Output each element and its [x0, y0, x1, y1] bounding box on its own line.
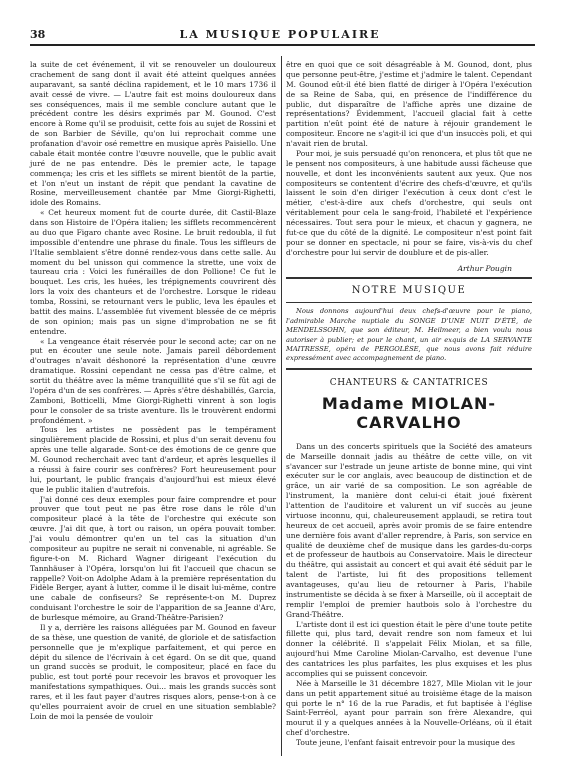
- article-paragraph: « Cet heureux moment fut de courte durée, dit Castil-Blaze dans son Histoire de l'Opéra italien; les sifflets recommencèrent au duo que Figaro chante avec Rosine. Le bruit redoubla, il fut impossible d'entendre une phrase du finale. Tous les siffleurs de l'Italie semblaient s'être donné rendez-vous dans cette salle. Au moment du bel unisson qui commence la strette, une voix de taureau cria : Voici les funérailles de don Pollione! Ce fut le bouquet. Les cris, les huées, les trépignements couvrirent dès lors la voix des chanteurs et de l'orchestre. Lorsque le rideau tomba, Rossini, se retournant vers le public, leva les épaules et battit des mains. L'assemblée fut vivement blessée de ce mépris de son opinion; mais pas un signe d'improbation ne se fit entendre.: [30, 208, 276, 336]
- section-rule-mid: [286, 302, 532, 303]
- column-divider: [281, 56, 282, 756]
- section-subtitle: CHANTEURS & CANTATRICES: [329, 377, 489, 388]
- bio-paragraph: Toute jeune, l'enfant faisait entrevoir pour la musique des: [296, 738, 515, 748]
- bio-paragraph: L'artiste dont il est ici question était le père d'une toute petite fillette qui, plus tard, devait rendre son nom fameux et lui donner la célébrité. Il s'appelait Félix Miolan, et sa fille, aujourd'hui Mme Caroline Miolan-Carvalho, est devenue l'une des cantatrices les plus parfaites, les plus exquises et les plus accomplies qui se puissent concevoir.: [286, 619, 532, 678]
- article-paragraph: la suite de cet événement, il vit se renouveler un douloureux crachement de sang dont il avait été atteint quelques années auparavant, sa santé déclina rapidement, et le 10 mars 1736 il avait cessé de vivre. — L'autre fait est moins douloureux dans ses conséquences, mais il me semble conclure autant que le précédent contre les désirs exprimés par M. Gounod. C'est encore à Rome qu'il se produisit, cette fois au sujet de Rossini et de son Barbier de Séville, qu'on lui reprochait comme une profanation d'avoir osé remettre en musique après Paisiello. Une cabale était montée contre l'œuvre nouvelle, que le public avait juré de ne pas entendre. Dès le premier acte, le tapage commença; les cris et les sifflets se mirent bientôt de la partie, et l'on n'eut un instant de répit que pendant la cavatine de Rosine, merveilleusement chantée par Mme Giorgi-Righetti, idole des Romains.: [30, 60, 276, 208]
- article-paragraph: Il y a, derrière les raisons alléguées par M. Gounod en faveur de sa thèse, une question de vanité, de gloriole et de satisfaction personnelle que je m'explique parfaitement, et qui perce en dépit du silence de l'écrivain à cet égard. On se dit que, quand un grand succès se produit, le compositeur, placé en face du public, est tout porté pour recevoir les bravos et provoquer les manifestations sympathiques. Oui... mais les grands succès sont rares, et il les faut payer d'autres risques alors, pense-t-on à ce qu'elles pourraient avoir de cruel en une situation semblable? Loin de moi la pensée de vouloir: [30, 622, 276, 721]
- article-headline: Madame MIOLAN-CARVALHO: [321, 393, 497, 432]
- bio-paragraph: Née à Marseille le 31 décembre 1827, Mlle Miolan vit le jour dans un petit appartement situé au troisième étage de la maison qui porte le n° 16 de la rue Paradis, et fut baptisée à l'église Saint-Ferréol, ayant pour parrain son frère Alexandre, qui mourut il y a quelques années à la Nouvelle-Orléans, où il était chef d'orchestre.: [286, 678, 532, 738]
- page-header: [30, 28, 530, 44]
- author-signature: Arthur Pougin: [457, 263, 512, 273]
- article-paragraph: être en quoi que ce soit désagréable à M. Gounod, dont, plus que personne peut-être, j'estime et j'admire le talent. Cependant M. Gounod eût-il été bien flatté de diriger à l'Opéra l'exécution de sa Reine de Saba, qui, en présence de l'indifférence du public, dut disparaître de l'affiche après une dizaine de représentations? Évidemment, l'accueil glacial fait à cette partition n'eût point été de nature à réjouir grandement le compositeur. Encore ne s'agit-il ici que d'un insuccès poli, et qui n'avait rien de brutal.: [286, 60, 532, 148]
- article-paragraph: « La vengeance était réservée pour le second acte; car on ne put en écouter une seule note. Jamais pareil débordement d'outrages n'avait déshonoré la représentation d'une œuvre dramatique. Rossini cependant ne cessa pas d'être calme, et sortit du théâtre avec la même tranquillité que s'il se fût agi de l'opéra d'un de ses confrères. — Après s'être déshabillés, Garcia, Zamboni, Botticelli, Mme Giorgi-Righetti vinrent à son logis pour le consoler de sa triste aventure. Ils le trouvèrent endormi profondément. »: [30, 336, 276, 425]
- left-column: [30, 60, 276, 722]
- music-note: Nous donnons aujourd'hui deux chefs-d'œuvre pour le piano, l'admirable Marche nuptiale du SONGE D'UNE NUIT D'ÉTÉ, de MENDELSSOHN, que son éditeur, M. Heilmeer, a bien voulu nous autoriser à publier; et pour le chant, un air exquis de LA SERVANTE MAITRESSE, opéra de PERGOLÈSE, que nous avons fait réduire expressément avec accompagnement de piano.: [286, 307, 532, 363]
- page-number: 38: [30, 28, 46, 41]
- right-column: [286, 60, 532, 748]
- section-rule-top: [286, 277, 532, 279]
- header-rule: [30, 44, 535, 46]
- article-paragraph: Tous les artistes ne possèdent pas le tempérament singulièrement placide de Rossini, et plus d'un serait devenu fou après une telle algarade. Sont-ce des émotions de ce genre que M. Gounod recherchait avec tant d'ardeur, et après lesquelles il a réussi à faire courir ses confrères? Fort heureusement pour lui, pourtant, le public français d'aujourd'hui est mieux élevé que le public italien d'autrefois.: [30, 425, 276, 494]
- section-rule-bottom: [286, 368, 532, 370]
- article-paragraph: Pour moi, je suis persuadé qu'on renoncera, et plus tôt que ne le pensent nos compositeurs, à une habitude aussi fâcheuse que nouvelle, et dont les inconvénients sautent aux yeux. Que nos compositeurs se contentent d'écrire des chefs-d'œuvre, et qu'ils laissent le soin d'en diriger l'exécution à ceux dont c'est le métier, c'est-à-dire aux chefs d'orchestre, qui seuls ont véritablement pour cela le sang-froid, l'habileté et l'expérience nécessaires. Tout sera pour le mieux, et chacun y gagnera, ne fut-ce que du côté de la dignité. Le compositeur n'est point fait pour se donner en spectacle, ni pour se faire, vis-à-vis du chef d'orchestre pour lui servir de doublure et de pis-aller.: [286, 148, 532, 257]
- section-title: NOTRE MUSIQUE: [351, 285, 467, 297]
- bio-paragraph: Dans un des concerts spirituels que la Société des amateurs de Marseille donnait jadis au théâtre de cette ville, on vit s'avancer sur l'estrade un jeune artiste de bonne mine, qui vint exécuter sur le cor anglais, avec beaucoup de distinction et de grâce, un air varié de sa composition. Le son agréable de l'instrument, la manière dont celui-ci était joué fixèrent l'attention de l'auditoire et valurent un vif succès au jeune virtuose inconnu, qui, chaleureusement applaudi, se retira tout heureux de cet accueil, après avoir promis de se faire entendre une dernière fois avant d'aller reprendre, à Paris, son service en qualité de deuxième chef de musique dans les gardes-du-corps et de professeur de hautbois au Conservatoire. Mais le directeur du théâtre, qui assistait au concert et qui avait été séduit par le talent de l'artiste, lui fit des propositions tellement avantageuses, qu'au lieu de retourner à Paris, l'habile instrumentiste se décida à se fixer à Marseille, où il acceptait de remplir l'emploi de premier hautbois solo à l'orchestre du Grand-Théâtre.: [286, 441, 532, 619]
- running-head-title: LA MUSIQUE POPULAIRE: [179, 28, 381, 41]
- article-paragraph: J'ai donné ces deux exemples pour faire comprendre et pour prouver que tout peut ne pas être rose dans le rôle d'un compositeur placé à la tête de l'orchestre qui exécute son œuvre. J'ai dit que, à tort ou raison, un opéra pouvait tomber. J'ai voulu démontrer qu'en un tel cas la situation d'un compositeur au pupitre ne serait ni convenable, ni agréable. Se figure-t-on M. Richard Wagner dirigeant l'exécution du Tannhäuser à l'Opéra, lorsqu'on lui fit l'accueil que chacun se rappelle? Voit-on Adolphe Adam à la première représentation du Fidèle Berger, ayant à lutter, comme il le disait lui-même, contre une cabale de confiseurs? Se représente-t-on M. Duprez conduisant l'orchestre le soir de l'apparition de sa Jeanne d'Arc, de burlesque mémoire, au Grand-Théâtre-Parisien?: [30, 494, 276, 622]
